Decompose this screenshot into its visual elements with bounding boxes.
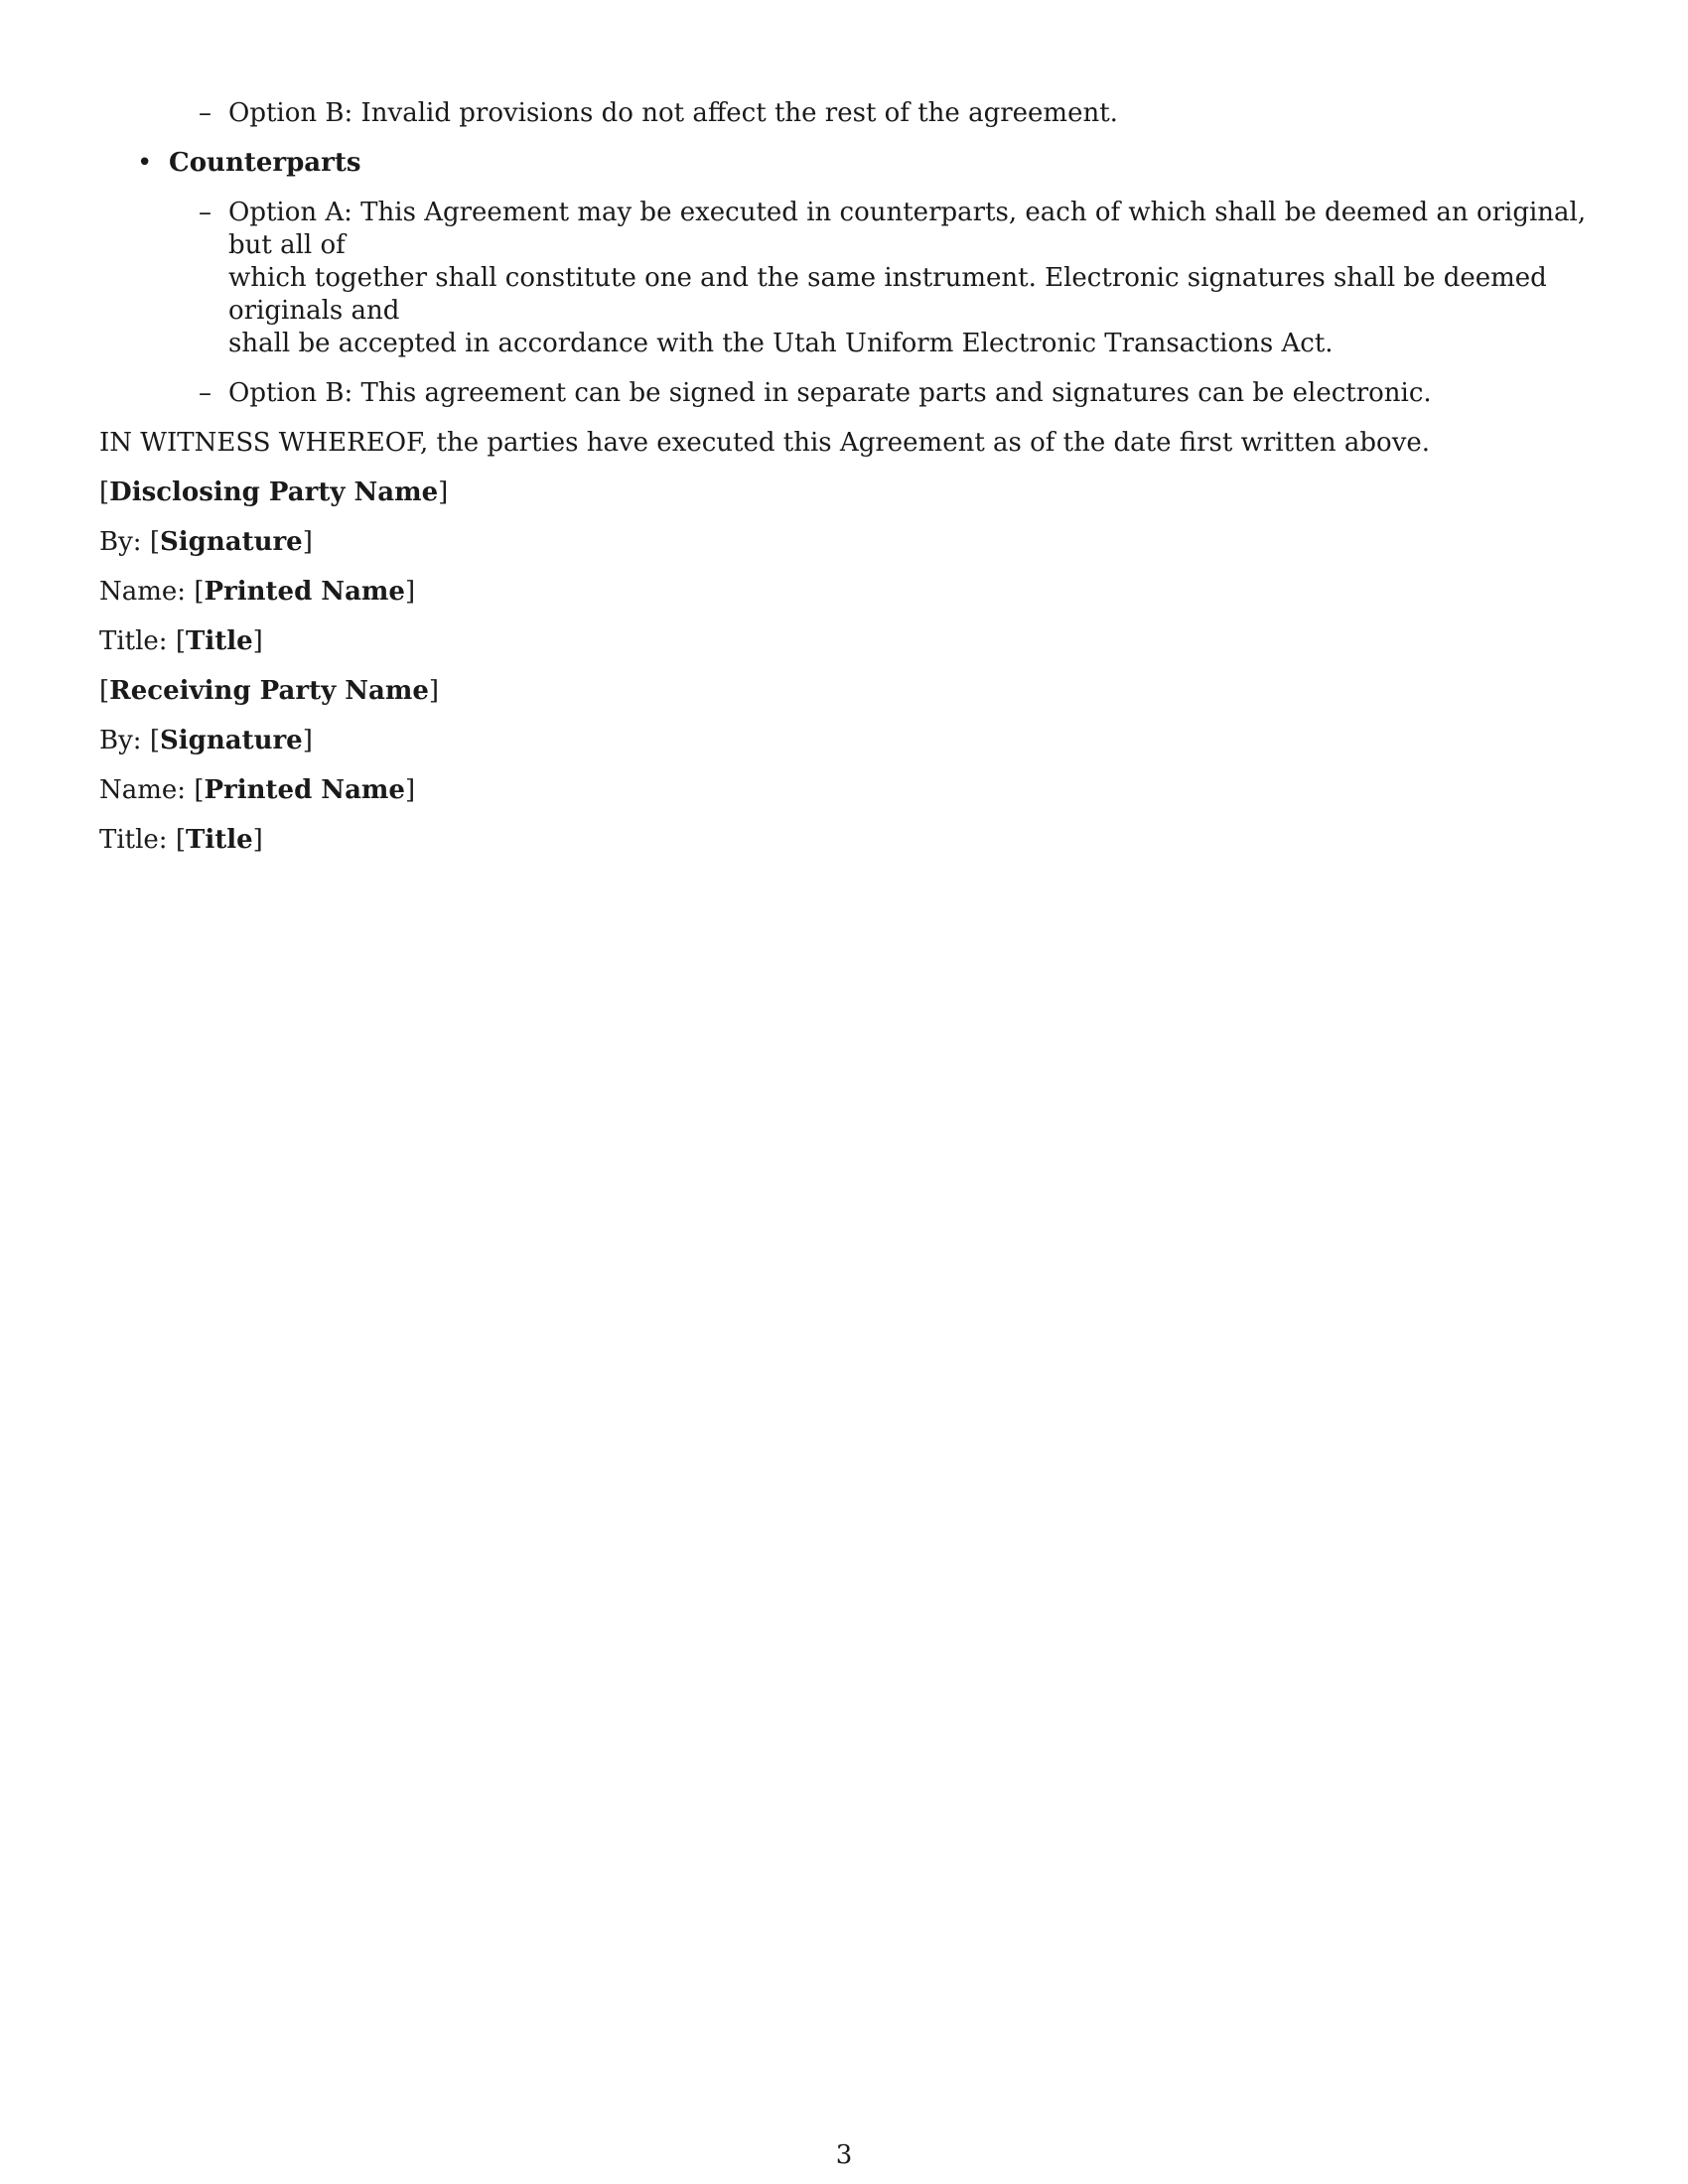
placeholder-printed-name: Printed Name <box>204 775 405 805</box>
counterparts-option-b <box>99 377 1589 410</box>
severability-option-b <box>99 97 1589 130</box>
option-text-line: shall be accepted in accordance with the Utah Uniform Electronic Transactions Act. <box>228 329 1334 358</box>
bullet-marker: • <box>137 148 153 178</box>
placeholder-party-name: Disclosing Party Name <box>109 478 439 507</box>
page-content <box>99 97 1589 874</box>
counterparts-option-a <box>99 197 1589 360</box>
by-label: By: <box>99 527 142 557</box>
option-text-line: Option A: This Agreement may be executed in counterparts, each of which shall be deemed an original, but all of <box>228 198 1587 260</box>
option-text: Option B: This agreement can be signed in separate parts and signatures can be electronic. <box>228 378 1432 408</box>
dash-marker: – <box>199 198 211 227</box>
placeholder-signature: Signature <box>159 726 303 755</box>
placeholder-signature: Signature <box>159 527 303 557</box>
option-text-line: which together shall constitute one and the same instrument. Electronic signatures shall be deemed originals and <box>228 263 1547 326</box>
title-line-receiving: Title: [Title] <box>99 825 263 855</box>
counterparts-heading <box>99 147 1589 180</box>
section-heading: Counterparts <box>169 148 361 178</box>
name-line-receiving: Name: [Printed Name] <box>99 775 416 805</box>
title-line-disclosing: Title: [Title] <box>99 626 263 656</box>
by-line-receiving: By: [Signature] <box>99 726 313 755</box>
by-label: By: <box>99 726 142 755</box>
title-label: Title: <box>99 626 168 656</box>
title-label: Title: <box>99 825 168 855</box>
dash-marker: – <box>199 378 211 408</box>
name-label: Name: <box>99 775 187 805</box>
placeholder-printed-name: Printed Name <box>204 577 405 607</box>
name-label: Name: <box>99 577 187 607</box>
placeholder-title: Title <box>186 825 253 855</box>
by-line-disclosing: By: [Signature] <box>99 527 313 557</box>
dash-marker: – <box>199 98 211 128</box>
party-name-disclosing: [Disclosing Party Name] <box>99 478 449 507</box>
placeholder-party-name: Receiving Party Name <box>109 676 429 706</box>
page-number: 3 <box>835 2140 853 2170</box>
name-line-disclosing: Name: [Printed Name] <box>99 577 416 607</box>
placeholder-title: Title <box>186 626 253 656</box>
witness-statement: IN WITNESS WHEREOF, the parties have executed this Agreement as of the date first written above. <box>99 428 1431 458</box>
option-text: Option B: Invalid provisions do not affect the rest of the agreement. <box>228 98 1118 128</box>
party-name-receiving: [Receiving Party Name] <box>99 676 440 706</box>
